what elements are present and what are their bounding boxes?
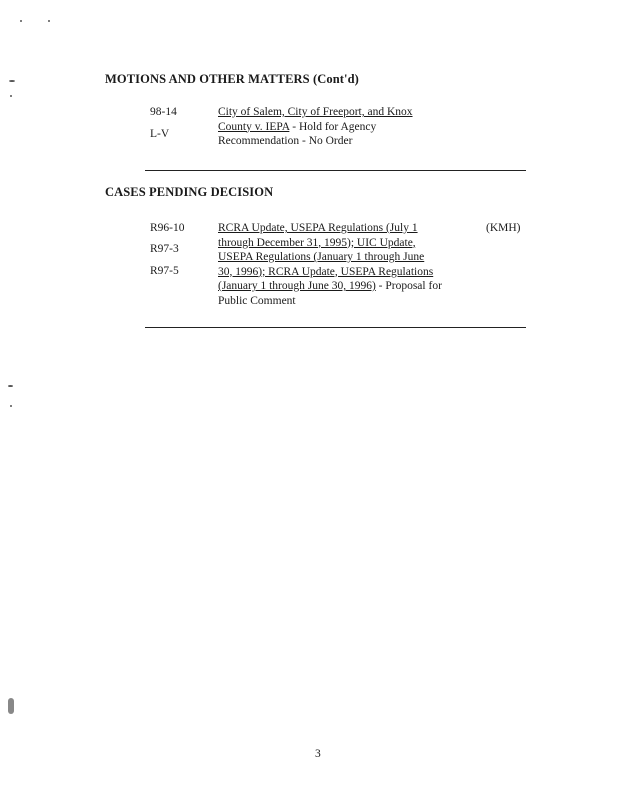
section-divider — [145, 170, 526, 171]
case-title-line: Recommendation - No Order — [218, 135, 353, 147]
case-title-line: Public Comment — [218, 294, 296, 307]
scan-speck — [48, 20, 50, 22]
scan-speck — [9, 80, 15, 82]
case-title-underlined: (January 1 through June 30, 1996) — [218, 280, 376, 292]
case-title-line — [218, 120, 478, 135]
case-number: R97-5 — [150, 265, 179, 277]
case-title-rest: - Hold for Agency — [289, 120, 377, 133]
case-title-line: RCRA Update, USEPA Regulations (July 1 — [218, 222, 418, 234]
section-heading-motions: MOTIONS AND OTHER MATTERS (Cont'd) — [105, 72, 359, 86]
section-heading-pending: CASES PENDING DECISION — [105, 185, 274, 199]
case-title — [218, 221, 478, 308]
case-title-line: City of Salem, City of Freeport, and Knox — [218, 106, 413, 118]
case-number: L-V — [150, 128, 170, 140]
scan-speck — [10, 405, 12, 407]
case-title-line: USEPA Regulations (January 1 through June — [218, 251, 425, 263]
scan-speck — [10, 95, 12, 97]
case-number: R96-10 — [150, 222, 185, 234]
page-number: 3 — [315, 748, 321, 760]
case-title-underlined: County v. IEPA — [218, 120, 290, 133]
case-title-line — [218, 279, 478, 294]
case-number: R97-3 — [150, 243, 179, 255]
case-title-line: 30, 1996); RCRA Update, USEPA Regulations — [218, 265, 434, 278]
case-title — [218, 105, 478, 149]
case-number: 98-14 — [150, 106, 177, 118]
scan-speck — [20, 20, 22, 22]
case-title-rest: - Proposal for — [375, 280, 442, 292]
scan-speck — [8, 698, 14, 714]
case-title-line: through December 31, 1995); UIC Update, — [218, 236, 416, 249]
section-divider — [145, 327, 526, 328]
assigned-initials: (KMH) — [486, 222, 521, 234]
scan-speck — [8, 385, 13, 387]
